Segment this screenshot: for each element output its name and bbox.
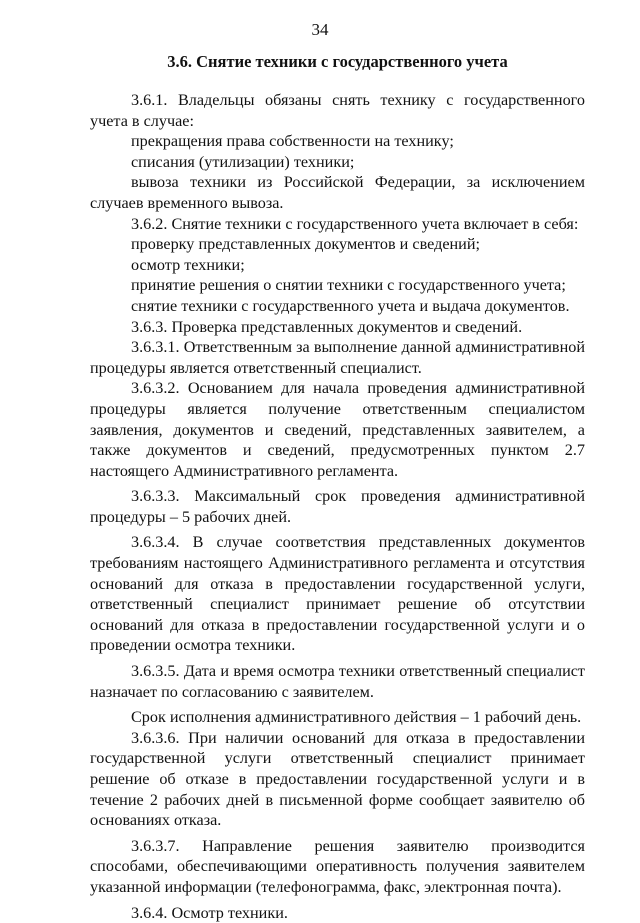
paragraph-3-6-3-6: 3.6.3.6. При наличии оснований для отказа в предоставлении государственной услуги ответственный специалист принимает решение об отказе в предоставлении государственной услуги и в течение 2 рабочих дней в письменной форме сообщает заявителю об основаниях отказа. [90, 728, 585, 830]
list-item-decision: принятие решения о снятии техники с государственного учета; [131, 276, 566, 295]
paragraph-3-6-3-3: 3.6.3.3. Максимальный срок проведения административной процедуры – 5 рабочих дней. [90, 487, 585, 526]
paragraph-3-6-3-7: 3.6.3.7. Направление решения заявителю производится способами, обеспечивающими оперативность получения заявителем указанной информации (телефонограмма, факс, электронная почта). [90, 836, 585, 896]
paragraph-3-6-2: 3.6.2. Снятие техники с государственного учета включает в себя: [131, 214, 579, 233]
section-title: 3.6. Снятие техники с государственного учета [167, 52, 508, 71]
list-item-deregistration: снятие техники с государственного учета и выдача документов. [131, 296, 570, 315]
paragraph-3-6-1: 3.6.1. Владельцы обязаны снять технику с государственного учета в случае: [90, 91, 585, 130]
list-item-export: вывоза техники из Российской Федерации, за исключением случаев временного вывоза. [90, 173, 585, 212]
paragraph-3-6-3-2: 3.6.3.2. Основанием для начала проведения административной процедуры является получение ответственным специалистом заявления, документов и сведений, представленных заявителем, а также документов и сведений, предусмотренных пунктом 2.7 настоящего Административного регламента. [90, 379, 585, 480]
paragraph-3-6-3-4: 3.6.3.4. В случае соответствия представленных документов требованиям настоящего Административного регламента и отсутствия оснований для отказа в предоставлении государственной услуги, ответственный специалист принимает решение об отсутствии оснований для отказа в предоставлении государственной услуги и о проведении осмотра техники. [90, 533, 585, 655]
paragraph-3-6-4: 3.6.4. Осмотр техники. [131, 903, 288, 922]
list-item-write-off: списания (утилизации) техники; [131, 152, 355, 171]
list-item-document-check: проверку представленных документов и сведений; [131, 235, 480, 254]
list-item-ownership-termination: прекращения права собственности на технику; [131, 132, 454, 151]
list-item-inspection: осмотр техники; [131, 255, 245, 274]
paragraph-3-6-3: 3.6.3. Проверка представленных документов и сведений. [131, 317, 523, 336]
paragraph-execution-term: Срок исполнения административного действия – 1 рабочий день. [131, 708, 582, 727]
document-body [90, 90, 585, 923]
paragraph-3-6-3-5: 3.6.3.5. Дата и время осмотра техники ответственный специалист назначает по согласованию с заявителем. [90, 662, 585, 701]
paragraph-3-6-3-1: 3.6.3.1. Ответственным за выполнение данной административной процедуры является ответственный специалист. [90, 338, 585, 377]
page-number: 34 [311, 20, 329, 39]
